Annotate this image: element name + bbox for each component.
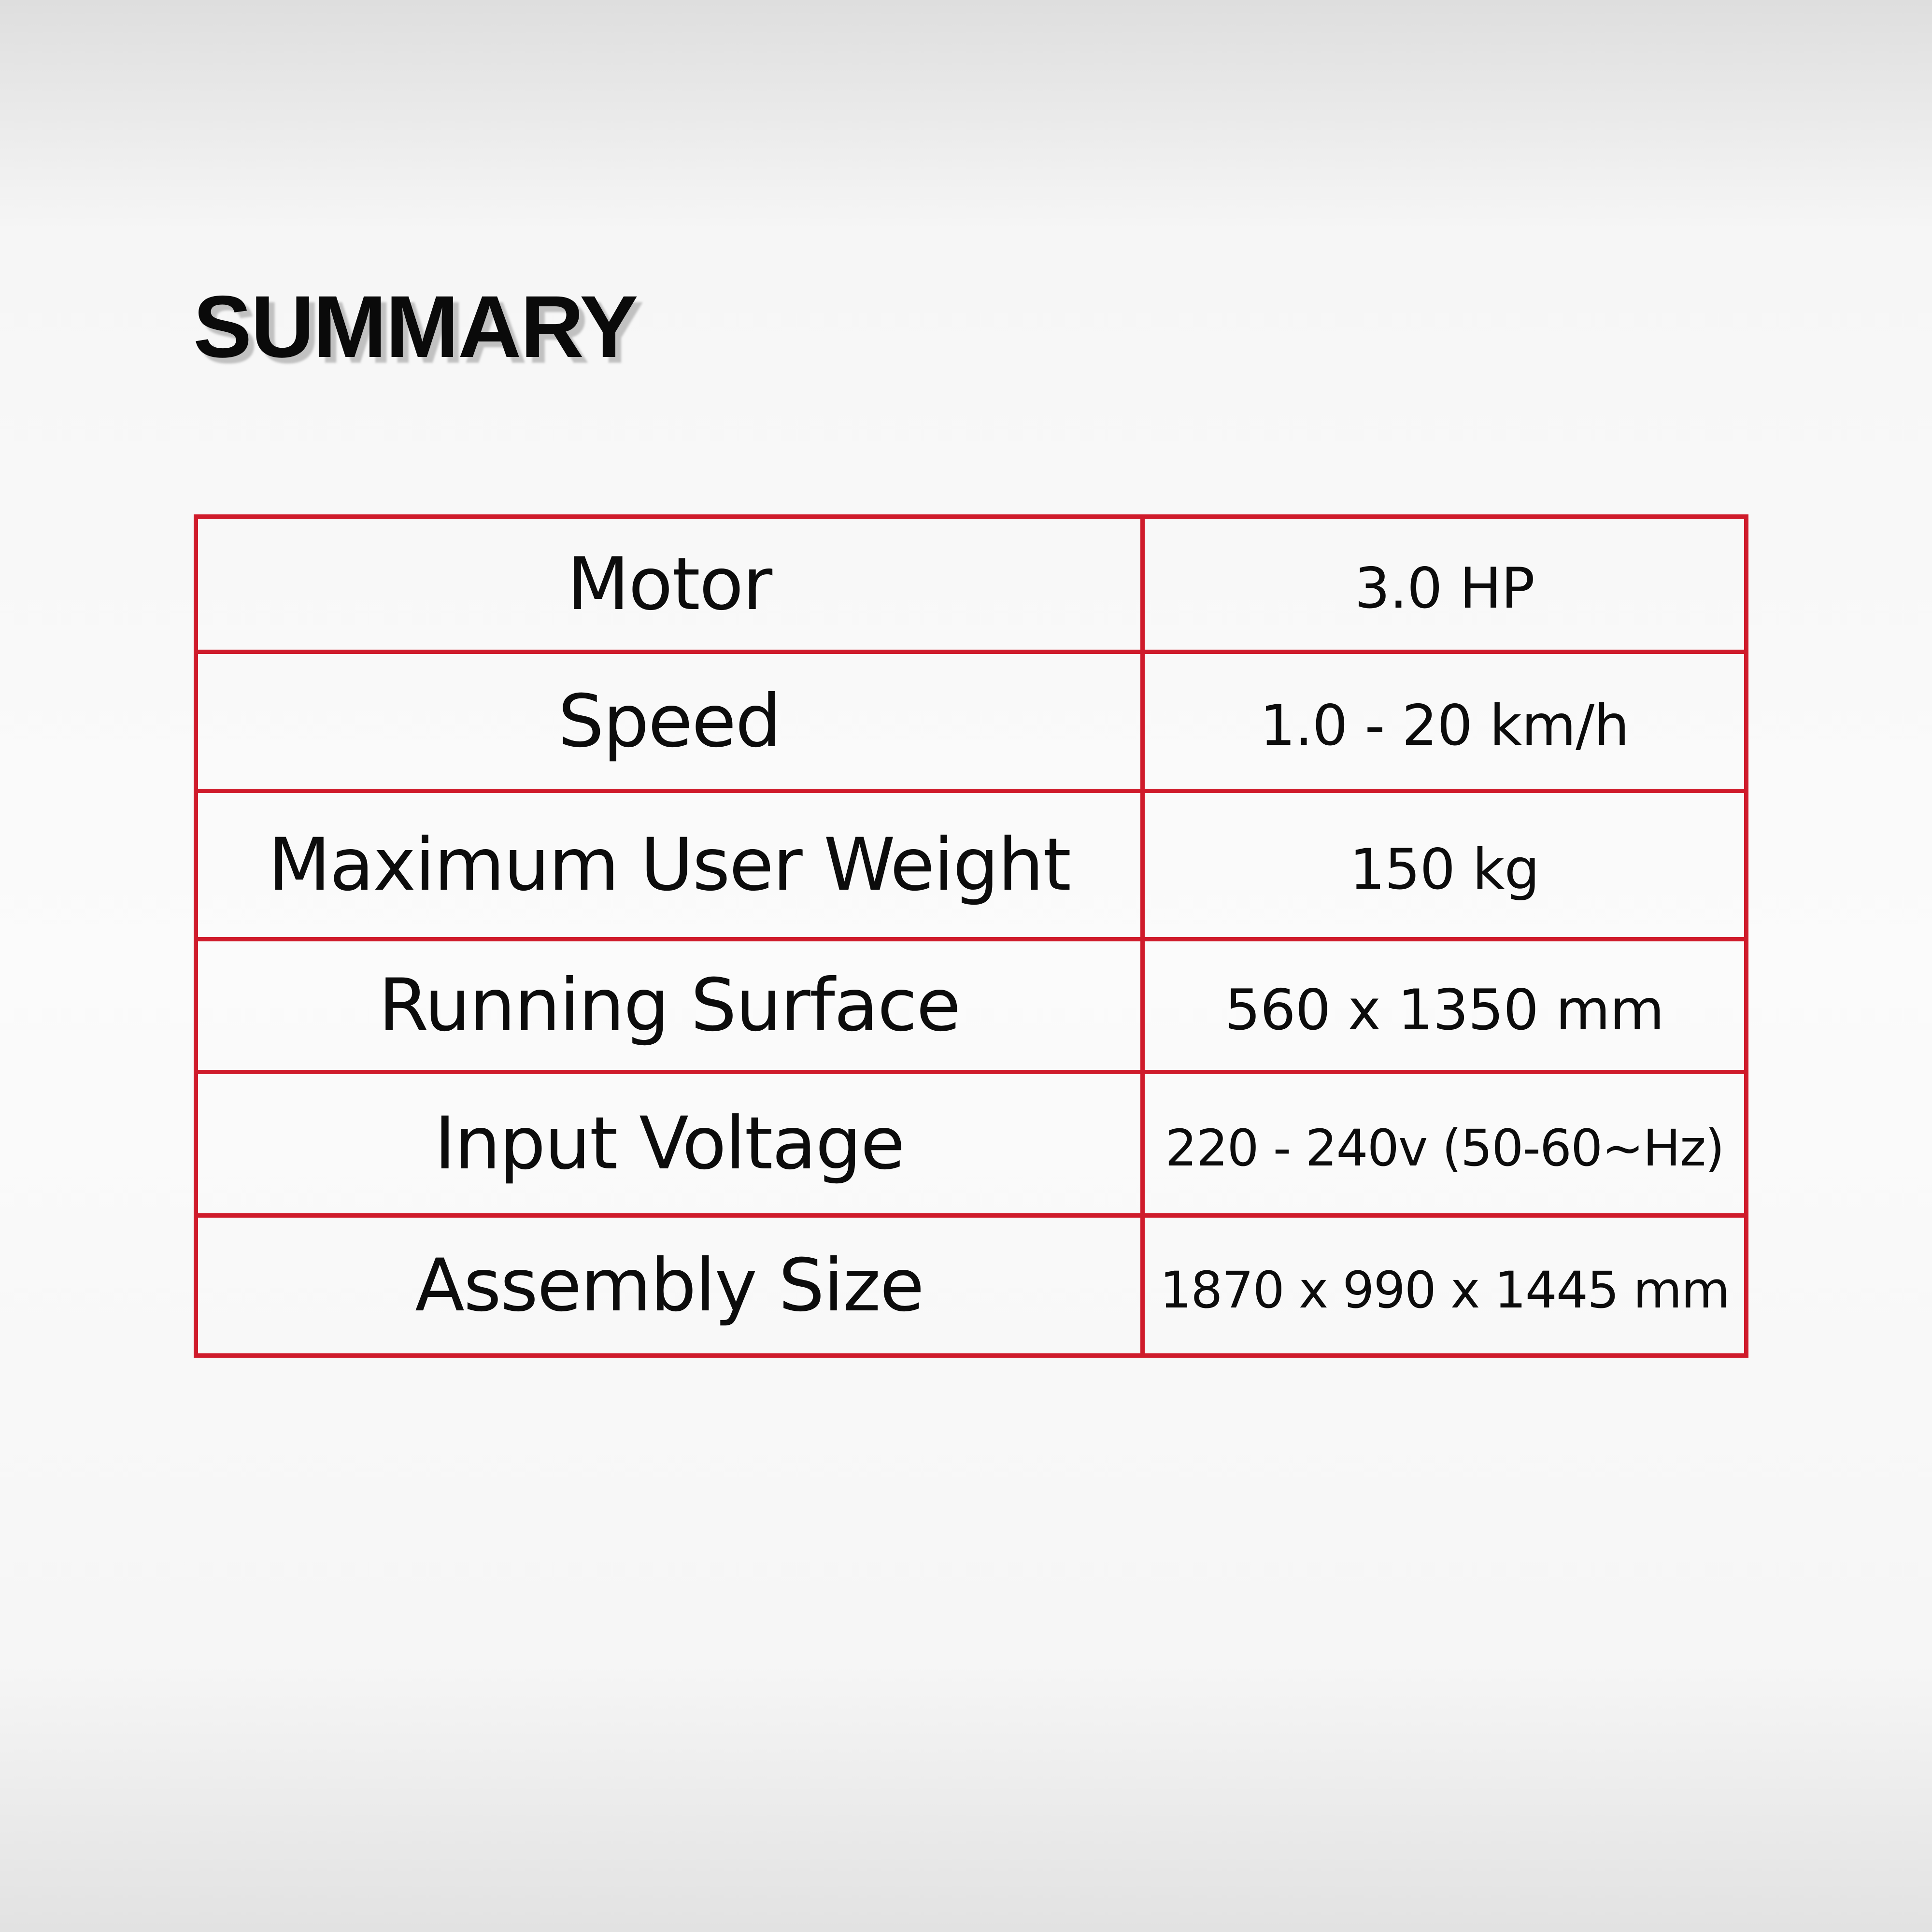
spec-label-speed: Speed	[196, 652, 1143, 791]
spec-label-motor: Motor	[196, 517, 1143, 652]
table-row	[196, 1216, 1747, 1356]
table-row	[196, 517, 1747, 652]
table-row	[196, 652, 1747, 791]
table-row	[196, 791, 1747, 939]
spec-table	[194, 514, 1748, 1358]
spec-value-max-user-weight: 150 kg	[1143, 791, 1747, 939]
spec-label-input-voltage: Input Voltage	[196, 1072, 1143, 1216]
spec-value-running-surface: 560 x 1350 mm	[1143, 939, 1747, 1072]
spec-label-assembly-size: Assembly Size	[196, 1216, 1143, 1356]
spec-label-running-surface: Running Surface	[196, 939, 1143, 1072]
spec-value-speed: 1.0 - 20 km/h	[1143, 652, 1747, 791]
table-row	[196, 1072, 1747, 1216]
spec-label-max-user-weight: Maximum User Weight	[196, 791, 1143, 939]
spec-value-assembly-size: 1870 x 990 x 1445 mm	[1143, 1216, 1747, 1356]
table-row	[196, 939, 1747, 1072]
spec-value-motor: 3.0 HP	[1143, 517, 1747, 652]
page-title: SUMMARY	[193, 277, 638, 376]
spec-value-input-voltage: 220 - 240v (50-60~Hz)	[1143, 1072, 1747, 1216]
